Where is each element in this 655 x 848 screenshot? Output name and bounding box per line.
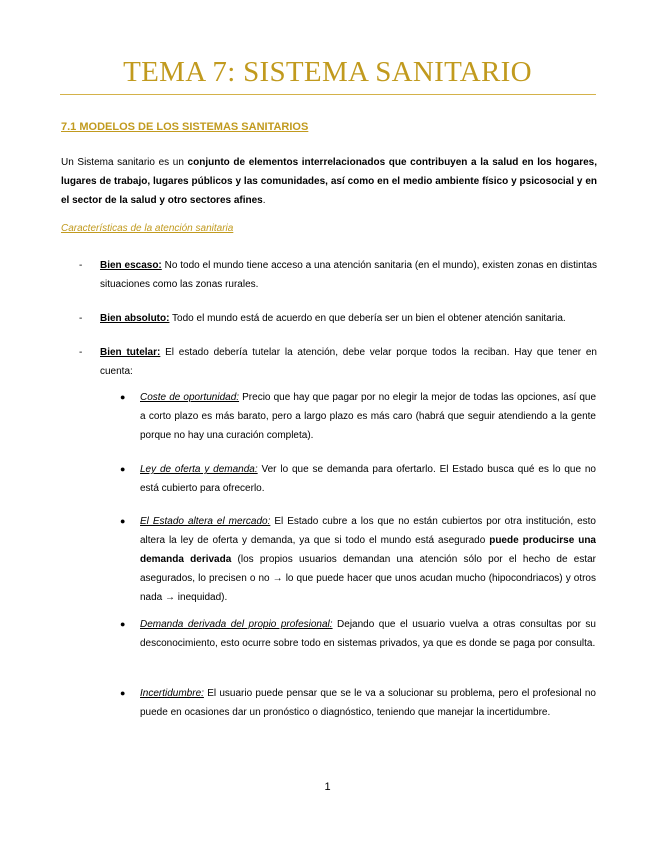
term: Bien tutelar:: [100, 347, 161, 358]
definition: El estado debería tutelar la atención, debe velar porque todos la reciban. Hay que tener en cuenta:: [100, 347, 597, 377]
dash-marker: -: [79, 313, 83, 324]
list-item-ley-oferta-demanda: [120, 460, 596, 498]
page-title: TEMA 7: SISTEMA SANITARIO: [123, 56, 532, 88]
term: Ley de oferta y demanda:: [140, 464, 258, 475]
sub-heading: Características de la atención sanitaria: [61, 223, 234, 234]
definition: Todo el mundo está de acuerdo en que debería ser un bien el obtener atención sanitaria.: [169, 313, 566, 324]
definition: El usuario puede pensar que se le va a solucionar su problema, pero el profesional no puede en ocasiones dar un pronóstico o diagnóstico, teniendo que manejar la incertidumbre.: [140, 688, 596, 718]
intro-bold-text: conjunto de elementos interrelacionados que contribuyen a la salud en los hogares, lugares de trabajo, lugares públicos y las comunidades, así como en el medio ambiente físico y psicosocial y en el sector de la salud y otro sectores afines: [61, 157, 598, 206]
bullet-icon: ●: [120, 464, 126, 474]
definition-bold: puede producirse una demanda derivada: [140, 535, 596, 565]
term: Bien absoluto:: [100, 313, 170, 324]
section-heading: 7.1 MODELOS DE LOS SISTEMAS SANITARIOS: [61, 121, 309, 133]
list-item-coste-oportunidad: [120, 388, 596, 445]
definition-part-a: El Estado cubre a los que no están cubiertos por otra institución, esto altera la ley de oferta y demanda, ya que si todo el mundo está asegurado: [140, 516, 596, 546]
term: El Estado altera el mercado:: [140, 516, 271, 527]
term: Bien escaso:: [100, 260, 162, 271]
definition: No todo el mundo tiene acceso a una atención sanitaria (en el mundo), existen zonas en distintas situaciones como las zonas rurales.: [100, 260, 597, 290]
definition-part-b: (los propios usuarios demandan una atención sólo por el hecho de estar asegurados, lo precisen o no → lo que puede hacer que unos acudan mucho (hipocondriacos) y otros nada → inequidad).: [140, 554, 597, 603]
intro-paragraph: [61, 153, 597, 210]
intro-text-start: Un Sistema sanitario es un: [61, 157, 188, 168]
list-item-estado-altera-mercado: [120, 512, 596, 607]
page-number: 1: [324, 781, 331, 793]
list-item-bien-tutelar: [80, 343, 597, 381]
term: Incertidumbre:: [140, 688, 204, 699]
bullet-icon: ●: [120, 516, 126, 526]
list-item-incertidumbre: [120, 684, 596, 722]
title-underline-rule: [60, 94, 596, 95]
bullet-icon: ●: [120, 688, 126, 698]
definition: Dejando que el usuario vuelva a otras consultas por su desconocimiento, esto ocurre sobre todo en sistemas privados, ya que es donde se paga por consulta.: [140, 619, 596, 649]
term: Demanda derivada del propio profesional:: [140, 619, 333, 630]
bullet-icon: ●: [120, 619, 126, 629]
dash-marker: -: [79, 347, 83, 358]
term: Coste de oportunidad:: [140, 392, 240, 403]
intro-text-end: .: [262, 195, 266, 206]
definition: Precio que hay que pagar por no elegir la mejor de todas las opciones, así que a corto plazo es más barato, pero a largo plazo es más caro (habrá que seguir atendiendo a la gente porque no hay una curación completa).: [140, 392, 597, 441]
list-item-bien-absoluto: [80, 309, 597, 328]
list-item-demanda-derivada-profesional: [120, 615, 596, 653]
definition: Ver lo que se demanda para ofertarlo. El Estado busca qué es lo que no está cubierto para ofrecerlo.: [140, 464, 596, 494]
list-item-bien-escaso: [80, 256, 597, 294]
dash-marker: -: [79, 260, 83, 271]
bullet-icon: ●: [120, 392, 126, 402]
